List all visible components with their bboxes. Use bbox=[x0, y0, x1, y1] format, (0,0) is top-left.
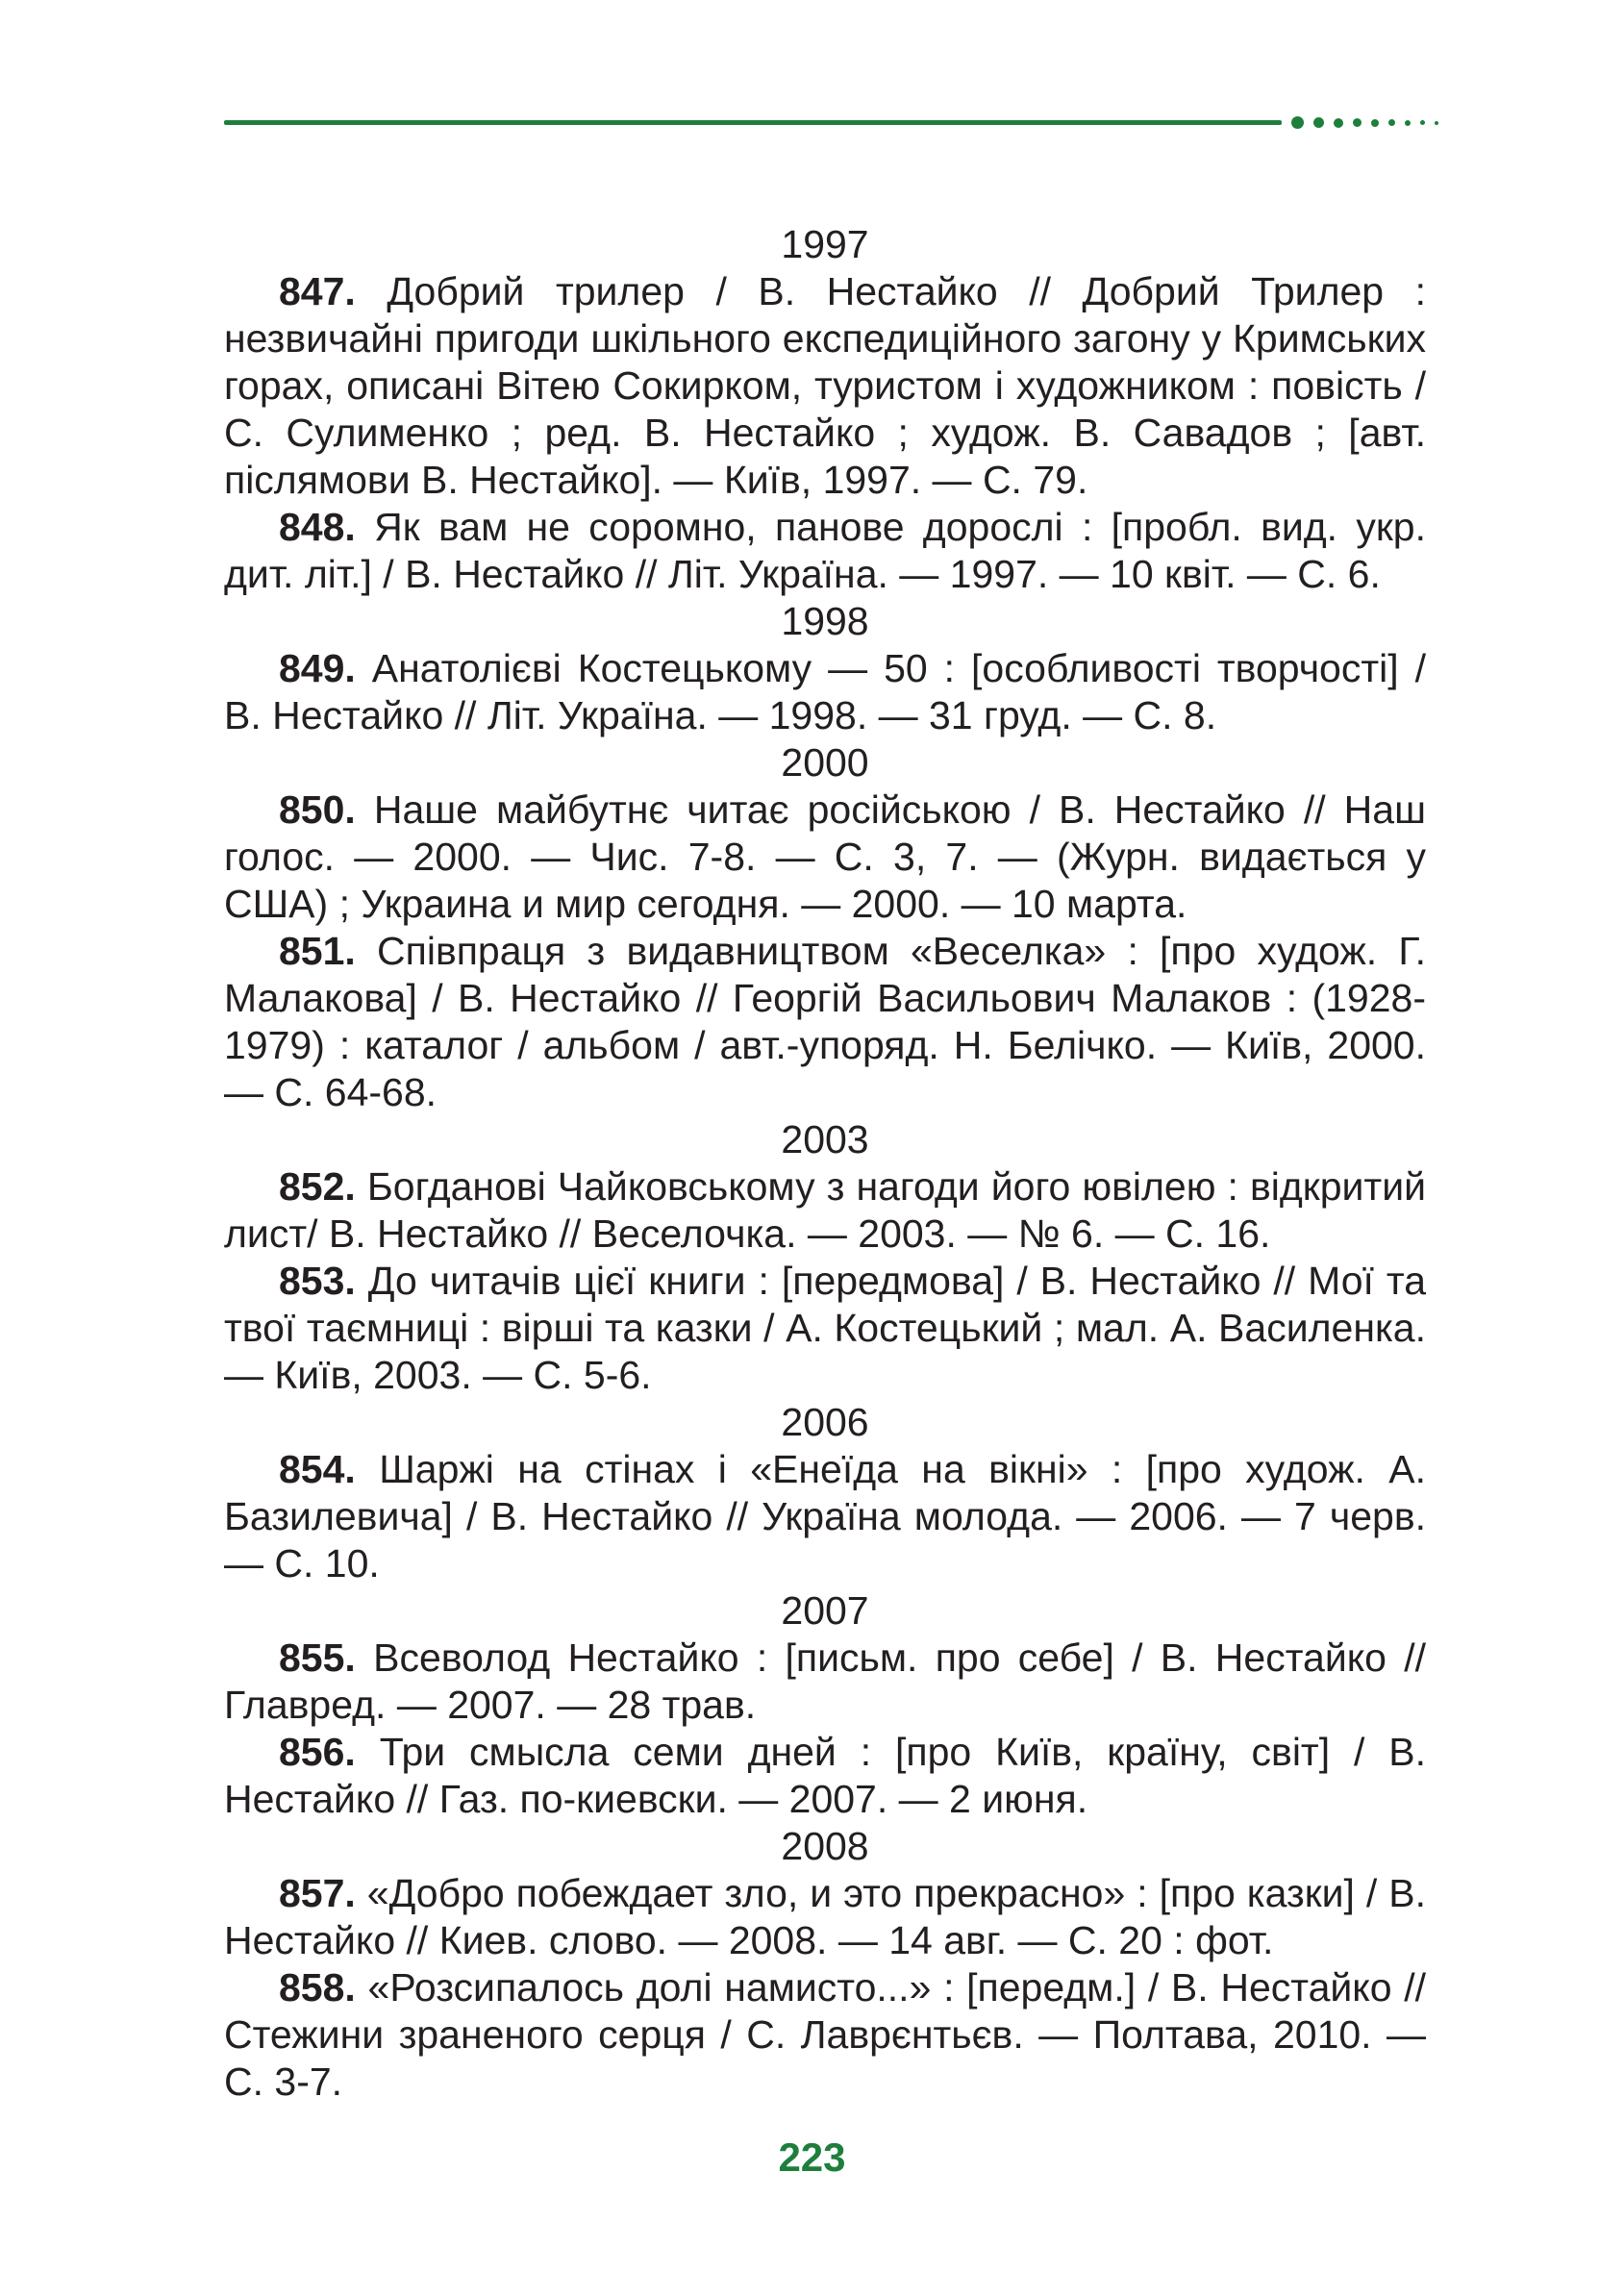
entry-number: 857. bbox=[279, 1871, 356, 1915]
rule-dot bbox=[1435, 121, 1438, 125]
entry-text: До читачів цієї книги : [передмова] / В. Нестайко // Мої та твої таємниці : вірші та казки / А. Костецький ; мал. А. Василенка. — Київ, 2003. — С. 5-6. bbox=[224, 1259, 1426, 1397]
rule-dot bbox=[1313, 117, 1324, 128]
entry-number: 853. bbox=[279, 1259, 356, 1303]
bibliography-entry bbox=[224, 645, 1426, 739]
bibliography-entry bbox=[224, 928, 1426, 1116]
entry-text: Співпраця з видавництвом «Веселка» : [про худож. Г. Малакова] / В. Нестайко // Георгій Васильович Малаков : (1928-1979) : каталог / альбом / авт.-упоряд. Н. Белічко. — Київ, 2000. — С. 64-68. bbox=[224, 929, 1426, 1114]
bibliography-entry bbox=[224, 1635, 1426, 1729]
entry-text: «Розсипалось долі намисто...» : [передм.] / В. Нестайко // Стежини зраненого серця / С. Лаврєнтьєв. — Полтава, 2010. — С. 3-7. bbox=[224, 1965, 1426, 2104]
rule-dot bbox=[1353, 118, 1362, 127]
bibliography-entry bbox=[224, 786, 1426, 928]
entry-number: 849. bbox=[279, 646, 356, 690]
bibliography-entry bbox=[224, 1163, 1426, 1258]
entry-number: 847. bbox=[279, 269, 356, 313]
entry-number: 856. bbox=[279, 1730, 356, 1774]
rule-dot bbox=[1420, 120, 1425, 125]
header-rule bbox=[224, 120, 1551, 126]
bibliography-entry bbox=[224, 1258, 1426, 1399]
entry-text: Богданові Чайковському з нагоди його ювілею : відкритий лист/ В. Нестайко // Веселочка. — 2003. — № 6. — С. 16. bbox=[224, 1164, 1426, 1256]
bibliography-entry bbox=[224, 504, 1426, 598]
rule-dot bbox=[1371, 119, 1379, 127]
year-heading: 1998 bbox=[781, 599, 869, 643]
entry-number: 858. bbox=[279, 1965, 356, 2010]
entry-text: Шаржі на стінах і «Енеїда на вікні» : [про худож. А. Базилевича] / В. Нестайко // Україна молода. — 2006. — 7 черв. — С. 10. bbox=[224, 1447, 1426, 1585]
rule-dot bbox=[1388, 119, 1395, 126]
bibliography-list bbox=[224, 221, 1426, 2106]
entry-text: Наше майбутнє читає російською / В. Нестайко // Наш голос. — 2000. — Чис. 7-8. — С. 3, 7. — (Журн. видається у США) ; Украина и мир сегодня. — 2000. — 10 марта. bbox=[224, 787, 1426, 926]
rule-dot bbox=[1291, 116, 1304, 129]
bibliography-entry bbox=[224, 1964, 1426, 2106]
year-heading: 2008 bbox=[781, 1824, 869, 1868]
bibliography-entry bbox=[224, 1870, 1426, 1964]
year-heading: 2000 bbox=[781, 740, 869, 785]
year-heading: 2006 bbox=[781, 1400, 869, 1444]
entry-text: Анатолієві Костецькому — 50 : [особливості творчості] / В. Нестайко // Літ. Україна. — 1998. — 31 груд. — С. 8. bbox=[224, 646, 1426, 737]
entry-number: 852. bbox=[279, 1164, 356, 1209]
entry-text: «Добро побеждает зло, и это прекрасно» : [про казки] / В. Нестайко // Киев. слово. — 2008. — 14 авг. — С. 20 : фот. bbox=[224, 1871, 1426, 1962]
year-heading: 1997 bbox=[781, 222, 869, 266]
entry-text: Добрий трилер / В. Нестайко // Добрий Трилер : незвичайні пригоди шкільного експедиційного загону у Кримських горах, описані Вітею Сокирком, туристом і художником : повість / С. Сулименко ; ред. В. Нестайко ; худож. В. Савадов ; [авт. післямови В. Нестайко]. — Київ, 1997. — С. 79. bbox=[224, 269, 1426, 502]
entry-number: 848. bbox=[279, 505, 356, 549]
bibliography-entry bbox=[224, 1729, 1426, 1823]
bibliography-entry bbox=[224, 1446, 1426, 1587]
entry-text: Як вам не соромно, панове дорослі : [пробл. вид. укр. дит. літ.] / В. Нестайко // Літ. Україна. — 1997. — 10 квіт. — С. 6. bbox=[224, 505, 1426, 596]
entry-number: 855. bbox=[279, 1635, 356, 1680]
year-heading: 2003 bbox=[781, 1117, 869, 1161]
entry-number: 851. bbox=[279, 929, 356, 973]
entry-text: Всеволод Нестайко : [письм. про себе] / В. Нестайко // Главред. — 2007. — 28 трав. bbox=[224, 1635, 1426, 1727]
entry-text: Три смысла семи дней : [про Київ, країну, світ] / В. Нестайко // Газ. по-киевски. — 2007. — 2 июня. bbox=[224, 1730, 1426, 1821]
entry-number: 850. bbox=[279, 787, 356, 832]
rule-dot bbox=[1405, 120, 1411, 126]
bibliography-entry bbox=[224, 268, 1426, 504]
header-rule-dots bbox=[1291, 116, 1448, 129]
year-heading: 2007 bbox=[781, 1588, 869, 1633]
header-rule-line bbox=[224, 120, 1282, 125]
rule-dot bbox=[1334, 118, 1343, 128]
page-number: 223 bbox=[778, 2135, 846, 2180]
entry-number: 854. bbox=[279, 1447, 356, 1491]
